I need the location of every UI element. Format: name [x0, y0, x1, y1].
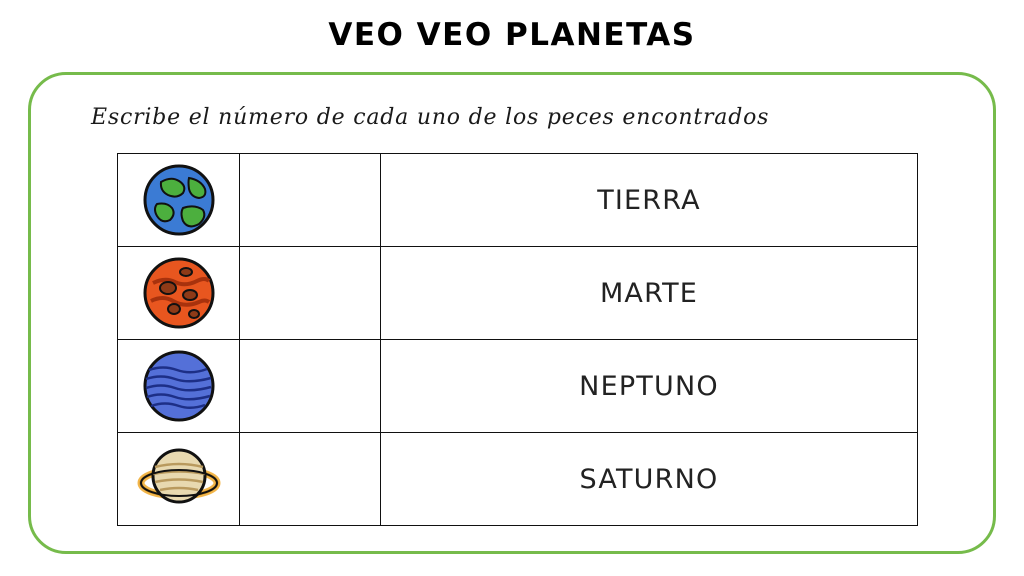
table-row — [118, 340, 918, 433]
planet-neptune-icon — [141, 377, 217, 394]
count-input-cell[interactable] — [240, 340, 381, 433]
planet-name-label: NEPTUNO — [381, 340, 918, 433]
planet-name-label: TIERRA — [381, 154, 918, 247]
planet-saturn-cell — [118, 433, 240, 526]
count-input-cell[interactable] — [240, 433, 381, 526]
count-input-cell[interactable] — [240, 154, 381, 247]
table-row — [118, 154, 918, 247]
planet-mars-icon — [141, 284, 217, 301]
planet-earth-cell — [118, 154, 240, 247]
worksheet-card — [28, 72, 996, 554]
instruction-text: Escribe el número de cada uno de los peces encontrados — [91, 105, 770, 130]
planet-mars-cell — [118, 247, 240, 340]
planets-table — [117, 153, 918, 526]
table-row — [118, 433, 918, 526]
page-title: VEO VEO PLANETAS — [328, 17, 696, 53]
planet-neptune-cell — [118, 340, 240, 433]
count-input-cell[interactable] — [240, 247, 381, 340]
planet-name-label: MARTE — [381, 247, 918, 340]
planet-name-label: SATURNO — [381, 433, 918, 526]
planet-earth-icon — [141, 191, 217, 208]
planet-saturn-icon — [136, 470, 222, 487]
table-row — [118, 247, 918, 340]
